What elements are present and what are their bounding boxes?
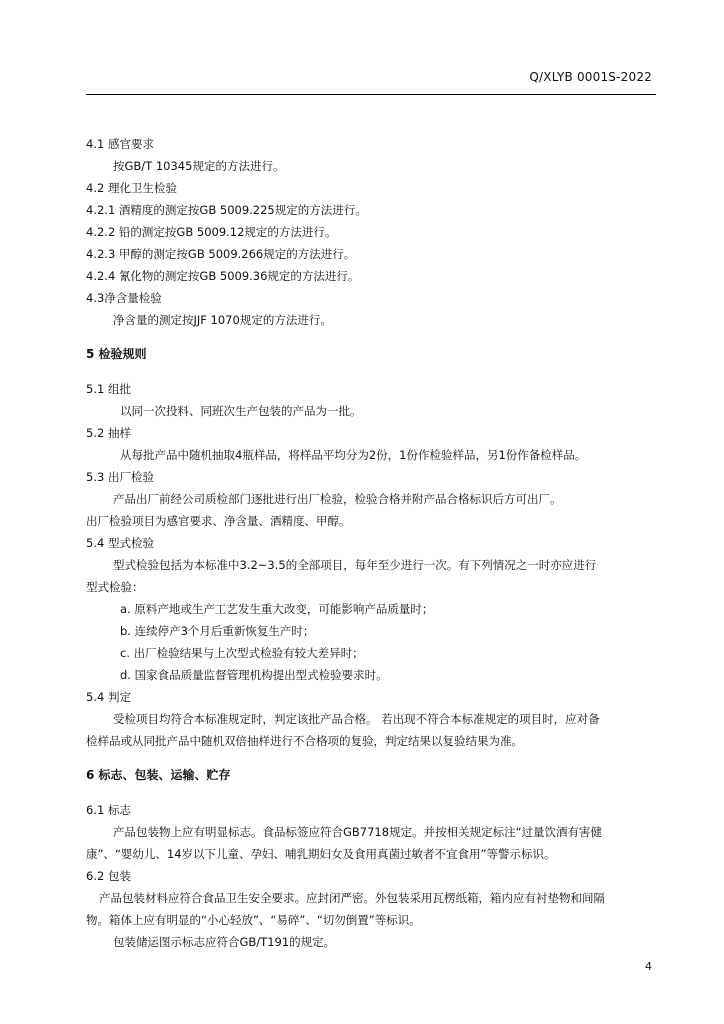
section-6-2-body-2: 物。箱体上应有明显的“小心轻放”、“易碎”、“切勿倒置”等标识。 — [86, 913, 421, 927]
section-4-3-body: 净含量的测定按JJF 1070规定的方法进行。 — [113, 313, 332, 327]
section-6-heading: 6 标志、包装、运输、贮存 — [86, 768, 231, 782]
section-judgement-title: 5.4 判定 — [86, 690, 131, 704]
section-judgement-body-1: 受检项目均符合本标准规定时，判定该批产品合格。 若出现不符合本标准规定的项目时，应对备 — [113, 712, 600, 726]
section-4-2-4: 4.2.4 氰化物的测定按GB 5009.36规定的方法进行。 — [86, 269, 360, 283]
header-rule — [86, 94, 656, 95]
section-6-1-body-1: 产品包装物上应有明显标志。食品标签应符合GB7718规定。并按相关规定标注“过量饮酒有害健 — [113, 825, 603, 839]
section-4-2-1: 4.2.1 酒精度的测定按GB 5009.225规定的方法进行。 — [86, 203, 367, 217]
list-item-a: a. 原料产地或生产工艺发生重大改变，可能影响产品质量时； — [120, 602, 434, 616]
section-6-2-title: 6.2 包装 — [86, 869, 131, 883]
section-judgement-body-2: 检样品或从同批产品中随机双倍抽样进行不合格项的复验，判定结果以复验结果为准。 — [86, 734, 523, 748]
section-4-2-title: 4.2 理化卫生检验 — [86, 181, 177, 195]
section-6-1-title: 6.1 标志 — [86, 803, 131, 817]
section-5-heading: 5 检验规则 — [86, 347, 147, 361]
list-item-c: c. 出厂检验结果与上次型式检验有较大差异时； — [120, 646, 364, 660]
section-5-3-title: 5.3 出厂检验 — [86, 470, 154, 484]
section-4-2-3: 4.2.3 甲醇的测定按GB 5009.266规定的方法进行。 — [86, 247, 356, 261]
section-5-3-body-1: 产品出厂前经公司质检部门逐批进行出厂检验，检验合格并附产品合格标识后方可出厂。 — [113, 492, 562, 506]
section-4-1-body: 按GB/T 10345规定的方法进行。 — [113, 159, 285, 173]
section-6-1-body-2: 康”、“婴幼儿、14岁以下儿童、孕妇、哺乳期妇女及食用真菌过敏者不宜食用”等警示标识。 — [86, 847, 556, 861]
list-item-b: b. 连续停产3个月后重新恢复生产时； — [120, 624, 315, 638]
section-5-2-body: 从每批产品中随机抽取4瓶样品，将样品平均分为2份，1份作检验样品，另1份作备检样品。 — [120, 448, 587, 462]
section-5-1-body: 以同一次投料、同班次生产包装的产品为一批。 — [120, 404, 362, 418]
section-5-4-body-2: 型式检验： — [86, 580, 144, 594]
section-4-2-2: 4.2.2 铅的测定按GB 5009.12规定的方法进行。 — [86, 225, 337, 239]
section-5-3-body-2: 出厂检验项目为感官要求、净含量、酒精度、甲醇。 — [86, 514, 351, 528]
page-number: 4 — [645, 960, 652, 973]
section-5-2-title: 5.2 抽样 — [86, 426, 131, 440]
section-5-4-title: 5.4 型式检验 — [86, 536, 154, 550]
section-5-1-title: 5.1 组批 — [86, 382, 131, 396]
section-4-1-title: 4.1 感官要求 — [86, 137, 154, 151]
standard-code: Q/XLYB 0001S-2022 — [529, 70, 652, 84]
section-5-4-body-1: 型式检验包括为本标准中3.2~3.5的全部项目，每年至少进行一次。有下列情况之一时亦应进行 — [113, 558, 597, 572]
list-item-d: d. 国家食品质量监督管理机构提出型式检验要求时。 — [120, 668, 388, 682]
section-4-3-title: 4.3净含量检验 — [86, 291, 162, 305]
section-6-2-body-3: 包装储运图示标志应符合GB/T191的规定。 — [113, 935, 336, 949]
section-6-2-body-1: 产品包装材料应符合食品卫生安全要求。应封闭严密。外包装采用瓦楞纸箱，箱内应有衬垫物和间隔 — [99, 891, 605, 905]
